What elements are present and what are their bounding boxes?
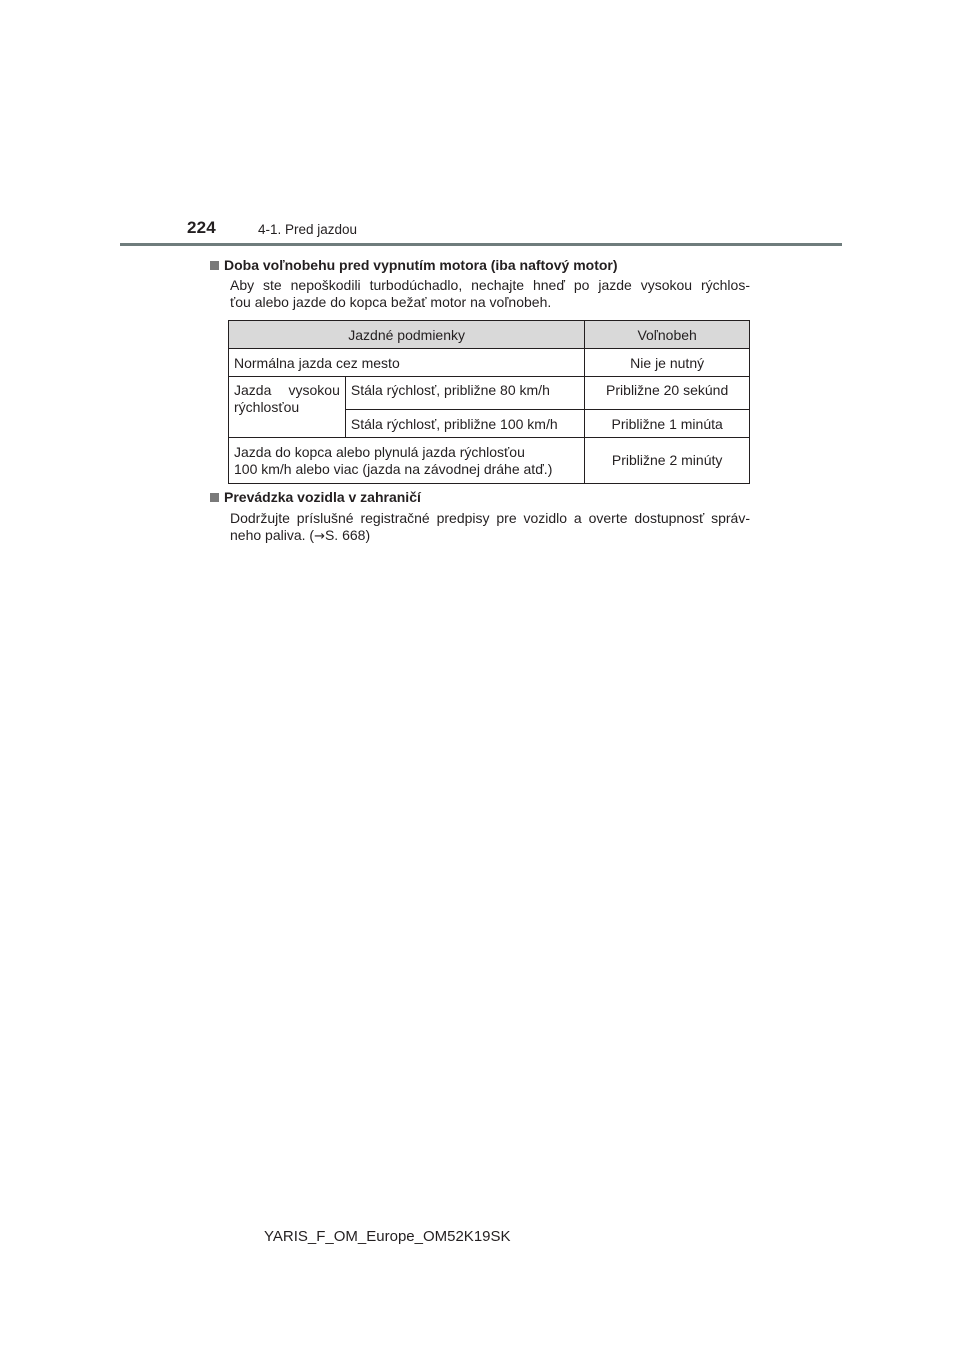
table-cell-idle: Približne 20 sekúnd xyxy=(585,377,750,410)
page-reference-link[interactable]: S. 668) xyxy=(324,527,371,543)
table-row xyxy=(229,377,750,410)
section2-body xyxy=(230,510,750,545)
arrow-right-icon: → xyxy=(314,529,325,544)
square-bullet-icon xyxy=(210,261,219,270)
page-number: 224 xyxy=(187,218,216,237)
table-row xyxy=(229,349,750,377)
section2-body-line2 xyxy=(230,527,750,545)
section2-heading-text: Prevádzka vozidla v zahraničí xyxy=(224,489,421,505)
section1-body-line1: Aby ste nepoškodili turbodúchadlo, nechajte hneď po jazde vysokou rýchlos- xyxy=(230,277,750,293)
table-row xyxy=(229,438,750,484)
section1-body-line2: ťou alebo jazde do kopca bežať motor na voľnobeh. xyxy=(230,294,552,310)
square-bullet-icon xyxy=(210,493,219,502)
table-cell-condition: Normálna jazda cez mesto xyxy=(229,349,585,377)
section2-heading xyxy=(210,489,421,505)
table-header-idle: Voľnobeh xyxy=(585,321,750,349)
idle-time-table xyxy=(228,320,750,484)
table-cell-condition-line1: Jazda do kopca alebo plynulá jazda rýchlosťou xyxy=(234,443,525,460)
section2-body-line1: Dodržujte príslušné registračné predpisy pre vozidlo a overte dostupnosť správ- xyxy=(230,510,750,526)
table-cell-idle: Približne 1 minúta xyxy=(585,410,750,438)
table-cell-condition xyxy=(229,438,585,484)
table-cell-idle: Približne 2 minúty xyxy=(585,438,750,484)
section-title: 4-1. Pred jazdou xyxy=(258,222,358,237)
table-cell-condition: Stála rýchlosť, približne 100 km/h xyxy=(345,410,584,438)
table-cell-idle: Nie je nutný xyxy=(585,349,750,377)
table-header-conditions: Jazdné podmienky xyxy=(229,321,585,349)
header-rule xyxy=(120,243,842,246)
section1-body xyxy=(230,277,750,311)
section1-heading-text: Doba voľnobehu pred vypnutím motora (iba naftový motor) xyxy=(224,257,618,273)
table-cell-condition: Stála rýchlosť, približne 80 km/h xyxy=(345,377,584,410)
footer-doc-code: YARIS_F_OM_Europe_OM52K19SK xyxy=(264,1228,511,1245)
table-cell-condition-line2: 100 km/h alebo viac (jazda na závodnej dráhe atď.) xyxy=(234,460,553,477)
table-header-row xyxy=(229,321,750,349)
section2-body-line2-prefix: neho paliva. ( xyxy=(230,527,315,543)
table-cell-high-speed-label: Jazda vysokou rýchlosťou xyxy=(229,377,346,438)
section1-heading xyxy=(210,257,618,273)
